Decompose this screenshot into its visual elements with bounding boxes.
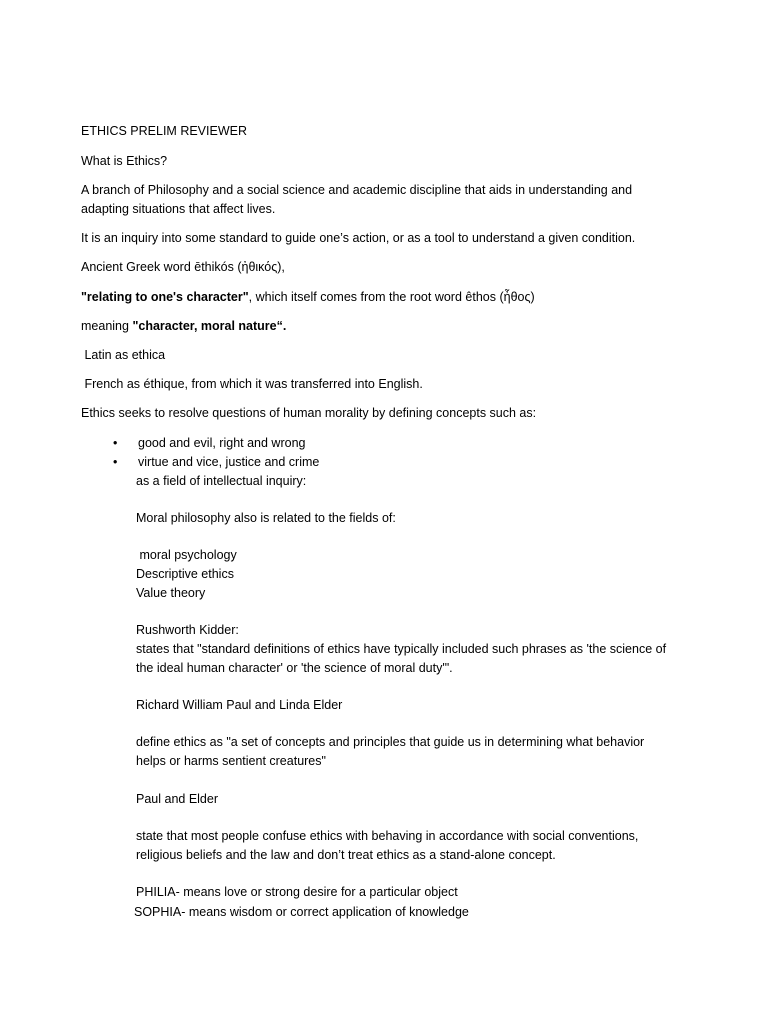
paul-elder-short: Paul and Elder [136, 792, 219, 806]
kidder-quote-1: states that "standard definitions of ethics have typically included such phrases as 'the science of [136, 642, 667, 656]
paul-elder-names: Richard William Paul and Linda Elder [136, 698, 343, 712]
definition-line-1: A branch of Philosophy and a social science and academic discipline that aids in understanding and [81, 183, 633, 197]
kidder-name: Rushworth Kidder: [136, 623, 239, 637]
moral-philosophy-line: Moral philosophy also is related to the fields of: [136, 511, 396, 525]
bullet-item: virtue and vice, justice and crime [138, 455, 320, 469]
latin-line: Latin as ethica [81, 348, 166, 362]
greek-word-line: Ancient Greek word ēthikós (ἠθικός), [81, 260, 285, 274]
bullet-icon: • [113, 455, 118, 469]
question-heading: What is Ethics? [81, 154, 168, 168]
character-rest: , which itself comes from the root word êthos (ἦθος) [248, 290, 535, 304]
confuse-line-2: religious beliefs and the law and don’t treat ethics as a stand-alone concept. [136, 848, 556, 862]
meaning-prefix: meaning [81, 319, 133, 333]
philia-line: PHILIA- means love or strong desire for a particular object [136, 885, 458, 899]
paul-elder-definition-2: helps or harms sentient creatures" [136, 754, 326, 768]
bullet-item: good and evil, right and wrong [138, 436, 306, 450]
inquiry-paragraph: It is an inquiry into some standard to guide one’s action, or as a tool to understand a given condition. [81, 231, 636, 245]
field-item: moral psychology [136, 548, 237, 562]
character-quote: "relating to one's character" [81, 290, 249, 304]
character-line [81, 288, 535, 307]
field-item: Descriptive ethics [136, 567, 234, 581]
field-inquiry-line: as a field of intellectual inquiry: [136, 474, 307, 488]
meaning-line [81, 317, 286, 336]
confuse-line-1: state that most people confuse ethics with behaving in accordance with social conventions, [136, 829, 639, 843]
field-item: Value theory [136, 586, 206, 600]
definition-line-2: adapting situations that affect lives. [81, 202, 276, 216]
bullet-icon: • [113, 436, 118, 450]
sophia-line: SOPHIA- means wisdom or correct application of knowledge [134, 905, 469, 919]
seeks-paragraph: Ethics seeks to resolve questions of human morality by defining concepts such as: [81, 406, 537, 420]
french-line: French as éthique, from which it was transferred into English. [81, 377, 423, 391]
meaning-quote: "character, moral nature“. [132, 319, 287, 333]
kidder-quote-2: the ideal human character' or 'the science of moral duty'". [136, 661, 453, 675]
paul-elder-definition-1: define ethics as "a set of concepts and principles that guide us in determining what behavior [136, 735, 645, 749]
document-title: ETHICS PRELIM REVIEWER [81, 124, 247, 138]
